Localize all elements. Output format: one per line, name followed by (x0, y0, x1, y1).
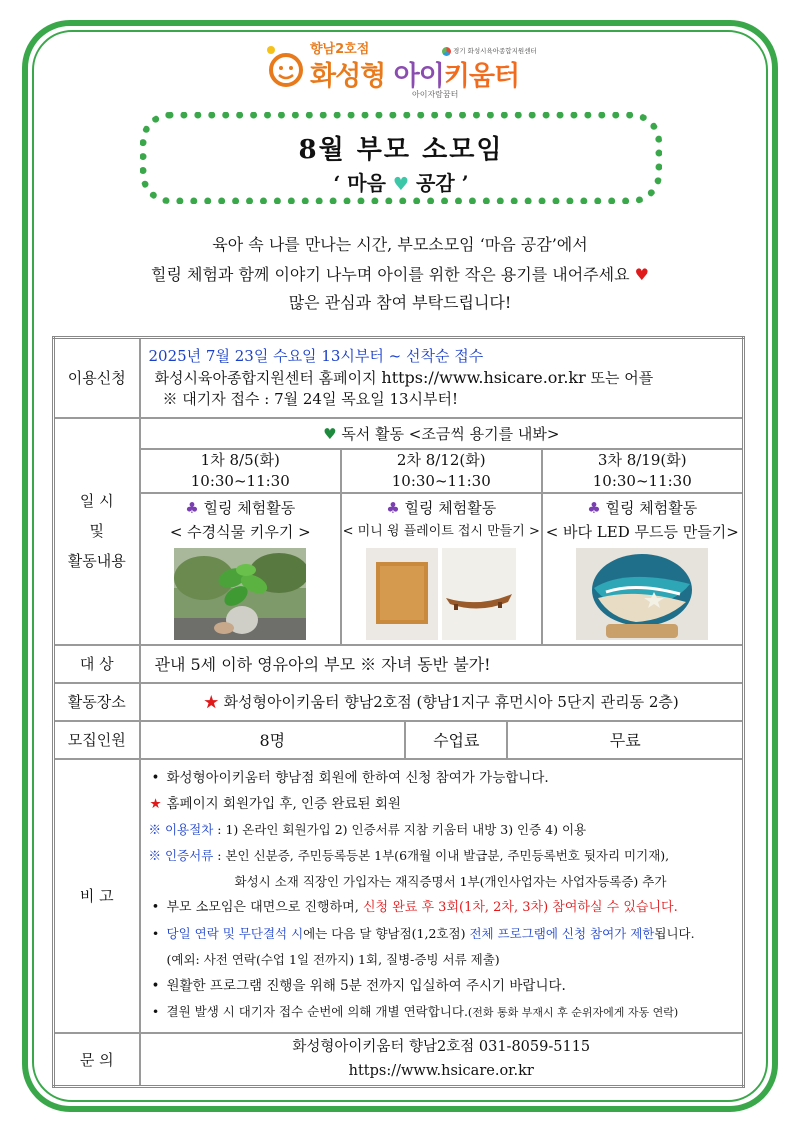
note-small: (전화 통화 부재시 후 순위자에게 자동 연락) (467, 1006, 679, 1019)
schedule-content (140, 418, 744, 645)
plant-photo-image (174, 548, 306, 640)
session-item: < 미니 윙 플레이트 접시 만들기 > (342, 523, 540, 539)
club-icon: ♣ (185, 498, 199, 517)
heart-icon: ♥ (392, 174, 410, 195)
note-text-blue: 전체 프로그램에 신청 참여가 제한 (469, 926, 655, 941)
note-4 (145, 843, 739, 869)
plate-photo-image (366, 548, 516, 640)
logo-name-2: 아이 (393, 61, 444, 92)
led-lamp-photo-image (576, 548, 708, 640)
club-icon: ♣ (386, 498, 400, 517)
session-round: 3차 8/19(화) (597, 450, 687, 469)
logo-branch: 향남2호점 (310, 42, 370, 57)
note-text: : 1) 온라인 회원가입 2) 인증서류 지참 키움터 내방 3) 인증 4) 이용 (213, 822, 587, 837)
reading-activity (141, 419, 743, 449)
place-text: 화성형아이키움터 향남2호점 (향남1지구 휴먼시아 5단지 관리동 2층) (223, 693, 679, 711)
intro-line-3: 많은 관심과 참여 부탁드립니다! (288, 293, 512, 312)
note-6b: (예외: 사전 연락(수업 1일 전까지) 1회, 질병-증빙 서류 제출) (166, 952, 500, 967)
label-contact: 문 의 (54, 1033, 140, 1087)
apply-homepage-prefix: 화성시육아종합지원센터 홈페이지 (154, 368, 382, 387)
session-activity-text: 힐링 체험활동 (404, 498, 497, 517)
title-box (140, 112, 662, 204)
note-text: 원활한 프로그램 진행을 위해 5분 전까지 입실하여 주시기 바랍니다. (166, 978, 566, 994)
label-apply: 이용신청 (54, 338, 140, 418)
session-time: 10:30~11:30 (190, 471, 290, 490)
logo-name (310, 54, 519, 93)
logo-tagline: 아이자람꿈터 (412, 90, 459, 99)
note-text: 홈페이지 회원가입 후, 인증 완료된 회원 (166, 796, 401, 812)
logo-name-3: 키움터 (443, 61, 520, 92)
club-icon: ♣ (587, 498, 601, 517)
note-1: • 화성형아이키움터 향남점 회원에 한하여 신청 참여가 가능합니다. (151, 770, 549, 786)
page-title: 8월 부모 소모임 (298, 135, 504, 165)
fee-value: 무료 (507, 722, 742, 758)
label-target: 대 상 (54, 645, 140, 683)
session-round: 2차 8/12(화) (396, 450, 486, 469)
contact-url-link[interactable]: https://www.hsicare.or.kr (348, 1063, 534, 1080)
logo (262, 36, 552, 100)
session-time: 10:30~11:30 (391, 471, 491, 490)
note-text: : 본인 신분증, 주민등록등본 1부(6개월 이내 발급분, 주민등록번호 뒷자리 미기재), (213, 848, 670, 863)
row-contact (54, 1033, 744, 1087)
session-1-date (141, 449, 342, 493)
label-schedule (54, 418, 140, 645)
recruit-content (140, 721, 744, 759)
note-text: 됩니다. (654, 926, 695, 941)
session-item: < 수경식물 키우기 > (169, 522, 311, 541)
label-schedule-1: 일 시 (79, 492, 114, 510)
apply-content (140, 338, 744, 418)
label-notes: 비 고 (54, 759, 140, 1033)
session-activity (342, 496, 541, 520)
fee-label: 수업료 (405, 722, 507, 758)
intro-line-2 (0, 262, 800, 285)
row-place (54, 683, 744, 721)
note-5: • 부모 소모임은 대면으로 진행하며, 신청 완료 후 3회(1차, 2차, 3차) 참여하실 수 있습니다. (151, 900, 678, 915)
contact-content (140, 1033, 744, 1087)
session-1-activity (141, 493, 342, 644)
contact-phone: 화성형아이키움터 향남2호점 031-8059-5115 (292, 1039, 591, 1056)
apply-homepage-suffix: 또는 어플 (585, 368, 654, 387)
row-schedule (54, 418, 744, 645)
place-content (140, 683, 744, 721)
note-text: 부모 소모임은 대면으로 진행하며, (166, 900, 363, 915)
label-schedule-3: 활동내용 (67, 552, 126, 570)
note-7: • 원활한 프로그램 진행을 위해 5분 전까지 입실하여 주시기 바랍니다. (151, 978, 566, 994)
note-4b: 화성시 소재 직장인 가입자는 재직증명서 1부(개인사업자는 사업자등록증) 추가 (234, 874, 667, 889)
recruit-table (141, 722, 743, 758)
subtitle-left: ‘ 마음 (333, 171, 386, 195)
session-2-activity (341, 493, 542, 644)
session-time: 10:30~11:30 (592, 471, 692, 490)
row-apply (54, 338, 744, 418)
session-2-date (341, 449, 542, 493)
note-text: 결원 발생 시 대기자 접수 순번에 의해 개별 연락합니다. (166, 1004, 468, 1019)
session-activity (543, 496, 743, 520)
notes-content (140, 759, 744, 1033)
logo-name-1: 화성형 (310, 61, 394, 92)
heart-icon: ♥ (634, 265, 649, 284)
session-round: 1차 8/5(화) (200, 450, 280, 469)
session-item: < 바다 LED 무드등 만들기> (545, 522, 739, 541)
session-activity-text: 힐링 체험활동 (605, 498, 698, 517)
note-key: ※ 인증서류 (148, 848, 214, 863)
note-key: ※ 이용절차 (148, 822, 214, 837)
note-3 (145, 817, 739, 843)
note-text-blue: 당일 연락 및 무단결석 시 (166, 926, 304, 941)
note-2 (145, 791, 739, 817)
label-place: 활동장소 (54, 683, 140, 721)
session-activity (141, 496, 341, 520)
logo-face-icon (262, 44, 306, 88)
session-3-activity (542, 493, 743, 644)
note-8: • 결원 발생 시 대기자 접수 순번에 의해 개별 연락합니다.(전화 통화 부재시 후 순위자에게 자동 연락) (151, 1004, 679, 1019)
schedule-table (141, 419, 743, 644)
row-recruit (54, 721, 744, 759)
intro-line-2-text: 힐링 체험과 함께 이야기 나누며 아이를 위한 작은 용기를 내어주세요 (151, 265, 630, 284)
recruit-count: 8명 (141, 722, 406, 758)
note-6: • 당일 연락 및 무단결석 시에는 다음 달 향남점(1,2호점) 전체 프로그램에 신청 참여가 제한됩니다. (151, 926, 695, 941)
note-text: 화성형아이키움터 향남점 회원에 한하여 신청 참여가 가능합니다. (166, 770, 549, 786)
row-notes (54, 759, 744, 1033)
subtitle-right: 공감 ’ (416, 171, 469, 195)
apply-waitlist: ※ 대기자 접수 : 7월 24일 목요일 13시부터! (162, 389, 459, 408)
apply-date: 2025년 7월 23일 수요일 13시부터 ~ 선착순 접수 (148, 346, 484, 365)
row-target (54, 645, 744, 683)
star-icon: ★ (149, 796, 162, 812)
apply-homepage (149, 367, 735, 389)
note-text-red: 신청 완료 후 3회(1차, 2차, 3차) 참여하실 수 있습니다. (362, 900, 678, 915)
info-table (52, 336, 745, 1088)
star-icon: ★ (203, 693, 219, 711)
apply-url-link[interactable]: https://www.hsicare.or.kr (381, 367, 586, 387)
note-text: 에는 다음 달 향남점(1,2호점) (303, 926, 470, 941)
logo-org-text: 경기 화성시육아종합지원센터 (453, 47, 537, 55)
reading-activity-text: 독서 활동 <조금씩 용기를 내봐> (341, 424, 560, 443)
label-schedule-2: 및 (89, 522, 104, 540)
heart-icon: ♥ (323, 424, 337, 443)
page-subtitle (147, 167, 655, 196)
session-3-date (542, 449, 743, 493)
intro-line-1: 육아 속 나를 만나는 시간, 부모소모임 ‘마음 공감’에서 (212, 235, 588, 254)
session-activity-text: 힐링 체험활동 (203, 498, 296, 517)
label-recruit: 모집인원 (54, 721, 140, 759)
target-text: 관내 5세 이하 영유아의 부모 ※ 자녀 동반 불가! (140, 645, 744, 683)
